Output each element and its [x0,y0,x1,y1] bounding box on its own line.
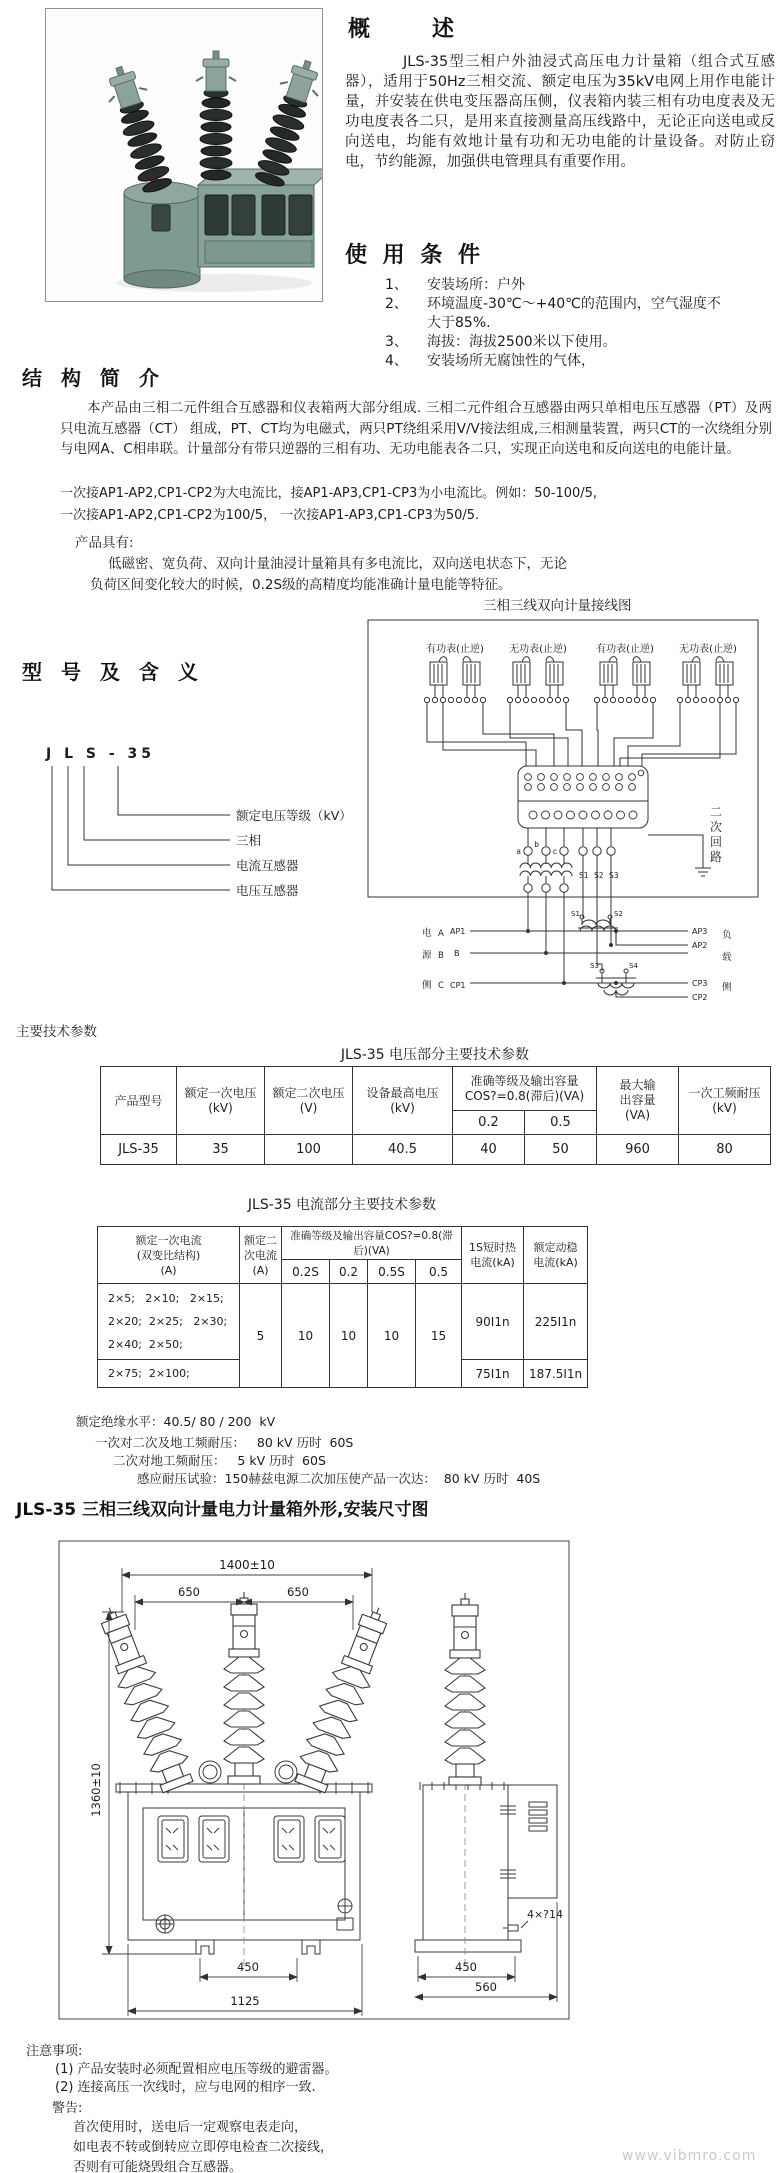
meter-symbol [594,657,655,703]
usage-item-num: 4、 [385,353,408,369]
warning-line-3: 否则有可能烧毁组合互感器。 [73,2160,243,2173]
usage-item [385,295,765,333]
cell-acc-02s: 10 [282,1284,330,1388]
cell-acc-02: 40 [453,1135,525,1165]
terminal-ap2: AP2 [692,941,708,950]
svg-text:回: 回 [710,835,723,849]
dim-1125: 1125 [230,1994,260,2008]
ground-icon [695,857,711,876]
insulator-left [91,1601,197,1795]
cell-withstand: 80 [679,1135,771,1165]
usage-item-text: 安装场所：户外 [427,277,525,293]
cell-secondary-current: 5 [240,1284,282,1388]
current-table-title: JLS-35 电流部分主要技术参数 [247,1197,437,1213]
phase-a-label: A [438,929,444,939]
meter-label-active-2: 有功表(止逆) [596,644,654,655]
terminal-b: B [454,949,460,958]
load-side-char2: 载 [722,952,732,963]
insulator-right [291,1601,397,1795]
col-primary-voltage: 额定一次电压 (kV) [177,1067,265,1135]
dim-holes: 4×?14 [526,1908,564,1921]
usage-item [385,333,765,352]
usage-item-text: 环境温度-30℃～+40℃的范围内，空气湿度不大于85%. [427,296,721,331]
induced-test: 感应耐压试验：150赫兹电源二次加压使产品一次达： 80 kV 历时 40S [137,1471,541,1486]
load-side-char3: 侧 [722,982,732,993]
usage-item-text: 安装场所无腐蚀性的气体， [427,353,595,369]
photo-window [205,195,228,235]
current-table [97,1226,588,1388]
usage-item-num: 1、 [385,277,408,293]
cell-acc-05s: 10 [368,1284,416,1388]
withstand-1: 一次对二次及地工频耐压： 80 kV 历时 60S [95,1435,354,1450]
watermark: www.vibmro.com [622,2148,757,2164]
note-1: (1) 产品安装时必须配置相应电压等级的避雷器。 [55,2062,338,2077]
col-max-output: 最大输 出容量 (VA) [597,1067,679,1135]
cell-thermal-2: 75I1n [462,1360,524,1388]
cell-dynamic-2: 187.5I1n [524,1360,588,1388]
terminal-ap3: AP3 [692,927,708,936]
model-label-voltage-class: 额定电压等级（kV） [236,808,352,823]
insulation-level: 额定绝缘水平：40.5/ 80 / 200 kV [76,1414,276,1429]
pt-terminal-b: b [534,840,539,849]
col-accuracy-output2: 准确等级及输出容量COS?=0.8(滞后)(VA) [282,1227,462,1260]
cell-current-ratios: 2×5; 2×10; 2×15; 2×20; 2×25; 2×30; 2×40; 2×50; [98,1284,240,1360]
ct2-s3: S3 [590,962,599,970]
features-label: 产品具有: [75,535,134,551]
cell-acc-02: 10 [330,1284,368,1388]
usage-item [385,276,765,295]
structure-ratio-line1: 一次接AP1-AP2,CP1-CP2为大电流比，接AP1-AP3,CP1-CP3为小电流比。例如：50-100/5, [60,486,598,501]
terminal-cp2: CP2 [692,993,708,1002]
usage-item [385,352,765,371]
wiring-diagram-caption: 三相三线双向计量接线图 [483,598,632,614]
ct1-symbol [578,915,618,931]
col-withstand: 一次工频耐压 (kV) [679,1067,771,1135]
ct1-s1: S1 [571,910,580,918]
voltage-table [100,1066,771,1165]
wiring-diagram [358,616,770,1008]
photo-window [289,195,312,235]
subcol-02: 0.2 [453,1111,525,1135]
secondary-circuit-label [710,805,722,864]
insulator-middle [224,1592,264,1784]
mounting-leg [196,1940,214,1954]
cell-max-output: 960 [597,1135,679,1165]
warning-line-1: 首次使用时，送电后一定观察电表走向， [73,2120,308,2135]
photo-window [262,195,285,235]
cell-thermal-1: 90I1n [462,1284,524,1360]
mounting-leg [302,1940,320,1954]
model-code: J L S - 35 [46,746,156,762]
source-side-char3: 侧 [422,980,432,991]
cell-max-voltage: 40.5 [353,1135,453,1165]
withstand-2: 二次对地工频耐压： 5 kV 历时 60S [113,1453,326,1468]
voltage-table-title: JLS-35 电压部分主要技术参数 [340,1047,530,1063]
dim-total-width: 1400±10 [219,1558,275,1572]
notes-title: 注意事项: [26,2044,83,2059]
source-side-char2: 源 [422,950,432,961]
col-model: 产品型号 [101,1067,177,1135]
dim-450-side: 450 [455,1960,477,1974]
s-terminal-label: S1 [579,871,589,880]
outline-drawing [58,1540,570,2022]
subcol-05s: 0.5S [368,1260,416,1284]
meter-symbol [677,657,738,703]
photo-bushing-left [100,61,178,196]
cell-acc-05: 50 [525,1135,597,1165]
product-photo [46,9,322,301]
photo-window [232,195,255,235]
note-2: (2) 连接高压一次线时，应与电网的相序一致. [55,2080,316,2095]
overview-title: 概 述 [348,17,461,42]
junction-dots [526,929,618,985]
pt-terminal-a: a [516,847,521,856]
col-dynamic-current: 额定动稳 电流(kA) [524,1227,588,1284]
model-label-three-phase: 三相 [236,833,262,848]
subcol-02: 0.2 [330,1260,368,1284]
overview-body: JLS-35型三相户外油浸式高压电力计量箱（组合式互感器），适用于50Hz三相交流、额定电压为35kV电网上用作电能计量，并安装在供电变压器高压侧，仪表箱内装三相有功电度表及无功电度表各二只，是用来直接测量高压线路中，无论正向送电或反向送电，均能有效地计量有功和无功电能的计量设备。对防止窃电，节约能源，加强供电管理具有重要作用。 [345,54,775,170]
structure-title: 结 构 简 介 [22,366,165,390]
product-photo-frame [45,8,323,302]
col-secondary-current: 额定二 次电流 (A) [240,1227,282,1284]
model-label-pt: 电压互感器 [236,883,299,898]
load-side-char1: 负 [722,930,732,941]
insulator-side [445,1593,485,1785]
usage-item-text: 海拔：海拔2500米以下使用。 [427,334,617,350]
usage-title: 使 用 条 件 [345,243,484,268]
dim-height: 1360±10 [89,1763,103,1817]
col-max-voltage: 设备最高电压 (kV) [353,1067,453,1135]
params-heading: 主要技术参数 [16,1024,97,1040]
drain-valve [156,1915,174,1933]
cell-primary-voltage: 35 [177,1135,265,1165]
meter-symbol [507,657,568,703]
outline-title: JLS-35 三相三线双向计量电力计量箱外形,安装尺寸图 [16,1500,429,1520]
meter-label-reactive-2: 无功表(止逆) [679,644,737,655]
subcol-05: 0.5 [416,1260,462,1284]
front-view [91,1592,398,1968]
terminal-block-contacts [525,770,644,819]
col-thermal-current: 1S短时热 电流(kA) [462,1227,524,1284]
terminal-ap1: AP1 [450,927,466,936]
cell-model: JLS-35 [101,1135,177,1165]
col-accuracy-output: 准确等级及输出容量 COS?=0.8(滞后)(VA) [453,1067,597,1111]
pt-terminals [520,847,615,892]
meter-label-reactive-1: 无功表(止逆) [509,644,567,655]
structure-paragraph: 本产品由三相二元件组合互感器和仪表箱两大部分组成. 三相二元件组合互感器由两只单相电压互感器（PT）及两只电流互感器（CT） 组成，PT、CT均为电磁式，两只PT绕组采用V/V接法组成,三相测量装置，两只CT的一次绕组分别与电网A、C相串联。计量部分有带只逆器的三相有功、无功电能表各二只，实现正向送电和反向送电的电能计量。 [60,400,772,457]
dim-560: 560 [475,1980,497,1994]
s-terminal-label: S2 [594,871,604,880]
cell-acc-05: 15 [416,1284,462,1388]
usage-item-num: 3、 [385,334,408,350]
pt-terminal-c: c [552,847,557,856]
terminal-cp3: CP3 [692,979,708,988]
usage-list [385,276,765,371]
svg-text:二: 二 [710,805,723,819]
model-designation-diagram [40,740,380,908]
phase-b-label: B [438,951,444,961]
subcol-05: 0.5 [525,1111,597,1135]
svg-text:路: 路 [710,850,723,864]
col-secondary-voltage: 额定二次电压 (V) [265,1067,353,1135]
source-side-char1: 电 [422,928,432,939]
terminal-cp1: CP1 [450,981,466,990]
cell-dynamic-1: 225I1n [524,1284,588,1360]
radiator-fins [529,1802,547,1831]
warning-title: 警告: [52,2101,83,2116]
ct1-s2: S2 [614,910,623,918]
dim-650-left: 650 [178,1585,200,1599]
ct2-s4: S4 [629,962,638,970]
cell-current-ratios-2: 2×75; 2×100; [98,1360,240,1388]
model-label-ct: 电流互感器 [236,858,299,873]
phase-c-label: C [438,981,444,991]
wiring-mesh [427,703,736,766]
dim-450-front: 450 [237,1960,259,1974]
s-terminal-label: S3 [609,871,619,880]
meter-symbol [424,657,485,703]
warning-line-2: 如电表不转或倒转应立即停电检查二次接线， [73,2140,334,2155]
usage-item-num: 2、 [385,296,408,312]
col-primary-current: 额定一次电流 (双变比结构) (A) [98,1227,240,1284]
features-line2: 负荷区间变化较大的时候，0.2S级的高精度均能准确计量电能等特征。 [90,577,512,593]
subcol-02s: 0.2S [282,1260,330,1284]
cell-secondary-voltage: 100 [265,1135,353,1165]
svg-text:次: 次 [710,820,723,834]
phase-lines [470,931,688,997]
meter-label-active-1: 有功表(止逆) [426,644,484,655]
features-line1: 低磁密、宽负荷、双向计量油浸计量箱具有多电流比，双向送电状态下，无论 [108,556,567,572]
meter-windows [158,1816,345,1862]
photo-bushing-middle [196,51,236,180]
structure-ratio-line2: 一次接AP1-AP2,CP1-CP2为100/5， 一次接AP1-AP3,CP1-CP3为50/5. [60,508,480,523]
dim-650-right: 650 [287,1585,309,1599]
model-title: 型 号 及 含 义 [22,660,204,684]
